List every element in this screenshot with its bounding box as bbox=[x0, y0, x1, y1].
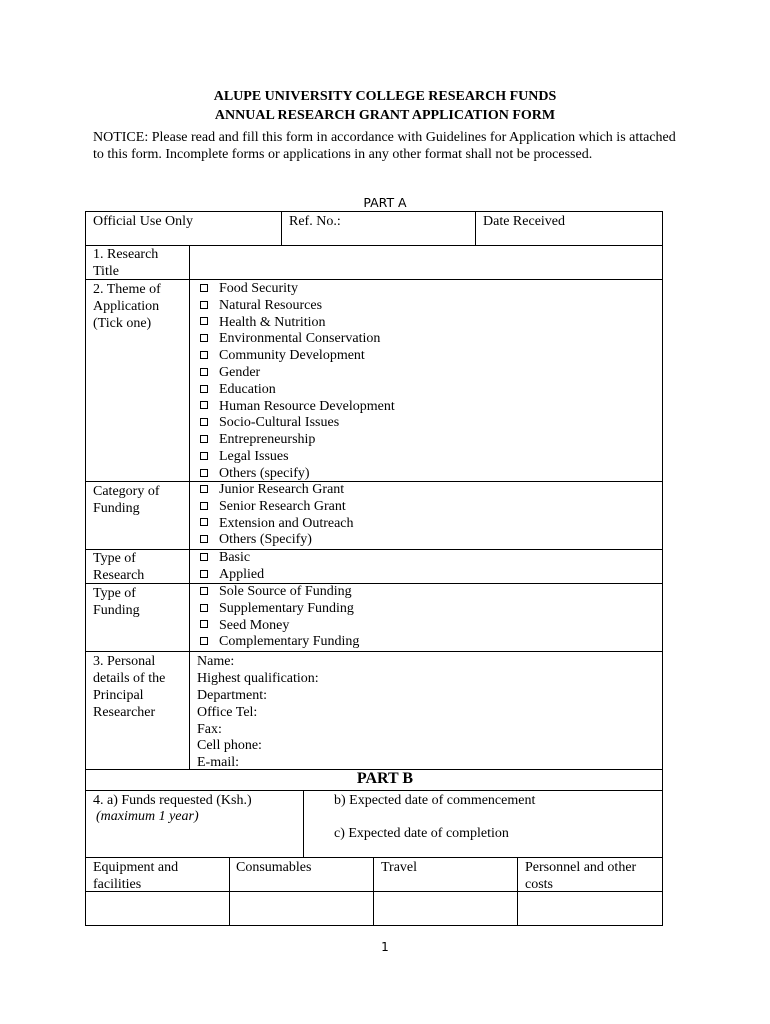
category-option[interactable]: Junior Research Grant bbox=[196, 482, 354, 499]
checkbox-icon[interactable] bbox=[200, 334, 208, 342]
checkbox-icon[interactable] bbox=[200, 418, 208, 426]
budget-cell-travel[interactable] bbox=[375, 893, 516, 924]
funding-type-option[interactable]: Supplementary Funding bbox=[196, 601, 359, 618]
table-border bbox=[189, 245, 190, 769]
checkbox-icon[interactable] bbox=[200, 535, 208, 543]
theme-option[interactable]: Environmental Conservation bbox=[196, 331, 395, 348]
budget-header-consumables: Consumables bbox=[236, 860, 312, 875]
funds-requested-label: 4. a) Funds requested (Ksh.) bbox=[93, 793, 252, 808]
table-border bbox=[229, 857, 230, 925]
checkbox-icon[interactable] bbox=[200, 502, 208, 510]
checkbox-icon[interactable] bbox=[200, 604, 208, 612]
table-border bbox=[85, 790, 663, 791]
theme-option[interactable]: Education bbox=[196, 382, 395, 399]
checkbox-icon[interactable] bbox=[200, 401, 208, 409]
funding-type-options bbox=[196, 584, 359, 651]
table-border bbox=[281, 211, 282, 245]
checkbox-icon[interactable] bbox=[200, 351, 208, 359]
research-title-field[interactable] bbox=[191, 247, 661, 278]
table-border bbox=[85, 211, 86, 926]
theme-option[interactable]: Food Security bbox=[196, 281, 395, 298]
research-type-option[interactable]: Basic bbox=[196, 550, 264, 567]
checkbox-icon[interactable] bbox=[200, 553, 208, 561]
category-option[interactable]: Extension and Outreach bbox=[196, 516, 354, 533]
research-title-label: 1. Research Title bbox=[93, 247, 159, 279]
theme-option[interactable]: Entrepreneurship bbox=[196, 432, 395, 449]
checkbox-icon[interactable] bbox=[200, 620, 208, 628]
personal-field-fax[interactable]: Fax: bbox=[197, 722, 222, 737]
checkbox-icon[interactable] bbox=[200, 469, 208, 477]
checkbox-icon[interactable] bbox=[200, 385, 208, 393]
theme-label: 2. Theme of Application (Tick one) bbox=[93, 282, 161, 331]
checkbox-icon[interactable] bbox=[200, 435, 208, 443]
theme-option[interactable]: Human Resource Development bbox=[196, 399, 395, 416]
form-title-line2: ANNUAL RESEARCH GRANT APPLICATION FORM bbox=[214, 108, 556, 123]
table-border bbox=[662, 211, 663, 926]
completion-label: c) Expected date of completion bbox=[334, 826, 509, 841]
budget-cell-consumables[interactable] bbox=[231, 893, 372, 924]
table-border bbox=[517, 857, 518, 925]
personal-field-office-tel[interactable]: Office Tel: bbox=[197, 705, 258, 720]
checkbox-icon[interactable] bbox=[200, 452, 208, 460]
budget-cell-equipment[interactable] bbox=[87, 893, 228, 924]
budget-header-travel: Travel bbox=[381, 860, 418, 875]
category-options bbox=[196, 482, 354, 549]
official-use-label: Official Use Only bbox=[93, 214, 194, 229]
date-received-label: Date Received bbox=[483, 214, 566, 229]
theme-options bbox=[196, 281, 395, 483]
table-border bbox=[85, 857, 663, 858]
research-type-label: Type of Research bbox=[93, 551, 145, 583]
checkbox-icon[interactable] bbox=[200, 587, 208, 595]
table-border bbox=[373, 857, 374, 925]
budget-cell-personnel[interactable] bbox=[519, 893, 661, 924]
commencement-label: b) Expected date of commencement bbox=[334, 793, 536, 808]
table-border bbox=[85, 925, 663, 926]
checkbox-icon[interactable] bbox=[200, 317, 208, 325]
checkbox-icon[interactable] bbox=[200, 570, 208, 578]
personal-field-name[interactable]: Name: bbox=[197, 654, 235, 669]
funding-type-option[interactable]: Complementary Funding bbox=[196, 634, 359, 651]
funding-type-option[interactable]: Seed Money bbox=[196, 618, 359, 635]
theme-option[interactable]: Legal Issues bbox=[196, 449, 395, 466]
funding-type-option[interactable]: Sole Source of Funding bbox=[196, 584, 359, 601]
part-b-label: PART B bbox=[356, 770, 414, 787]
table-border bbox=[85, 211, 663, 212]
theme-option[interactable]: Community Development bbox=[196, 348, 395, 365]
personal-field-department[interactable]: Department: bbox=[197, 688, 267, 703]
category-label: Category of Funding bbox=[93, 484, 160, 516]
funds-note: (maximum 1 year) bbox=[96, 809, 199, 824]
personal-field-cell-phone[interactable]: Cell phone: bbox=[197, 738, 262, 753]
part-a-label: PART A bbox=[363, 195, 407, 210]
personal-field-qualification[interactable]: Highest qualification: bbox=[197, 671, 319, 686]
research-type-option[interactable]: Applied bbox=[196, 567, 264, 584]
funding-type-label: Type of Funding bbox=[93, 586, 140, 618]
checkbox-icon[interactable] bbox=[200, 301, 208, 309]
checkbox-icon[interactable] bbox=[200, 518, 208, 526]
checkbox-icon[interactable] bbox=[200, 368, 208, 376]
checkbox-icon[interactable] bbox=[200, 284, 208, 292]
form-title-line1: ALUPE UNIVERSITY COLLEGE RESEARCH FUNDS bbox=[213, 89, 557, 104]
page-number: 1 bbox=[381, 940, 389, 954]
table-border bbox=[85, 651, 663, 652]
personal-field-email[interactable]: E-mail: bbox=[197, 755, 239, 770]
checkbox-icon[interactable] bbox=[200, 637, 208, 645]
budget-header-personnel: Personnel and other costs bbox=[525, 860, 637, 892]
theme-option[interactable]: Gender bbox=[196, 365, 395, 382]
theme-option[interactable]: Socio-Cultural Issues bbox=[196, 415, 395, 432]
budget-header-equipment: Equipment and facilities bbox=[93, 860, 179, 892]
theme-option[interactable]: Natural Resources bbox=[196, 298, 395, 315]
theme-option[interactable]: Health & Nutrition bbox=[196, 315, 395, 332]
table-border bbox=[475, 211, 476, 245]
category-option[interactable]: Senior Research Grant bbox=[196, 499, 354, 516]
checkbox-icon[interactable] bbox=[200, 485, 208, 493]
category-option[interactable]: Others (Specify) bbox=[196, 532, 354, 549]
ref-no-label: Ref. No.: bbox=[289, 214, 341, 229]
personal-details-label: 3. Personal details of the Principal Researcher bbox=[93, 654, 166, 720]
table-border bbox=[303, 790, 304, 857]
notice-text: NOTICE: Please read and fill this form in accordance with Guidelines for Application which is attached to this form. Incomplete forms or applications in any other format shall not be processed. bbox=[93, 130, 676, 162]
research-type-options bbox=[196, 550, 264, 584]
theme-option[interactable]: Others (specify) bbox=[196, 466, 395, 483]
